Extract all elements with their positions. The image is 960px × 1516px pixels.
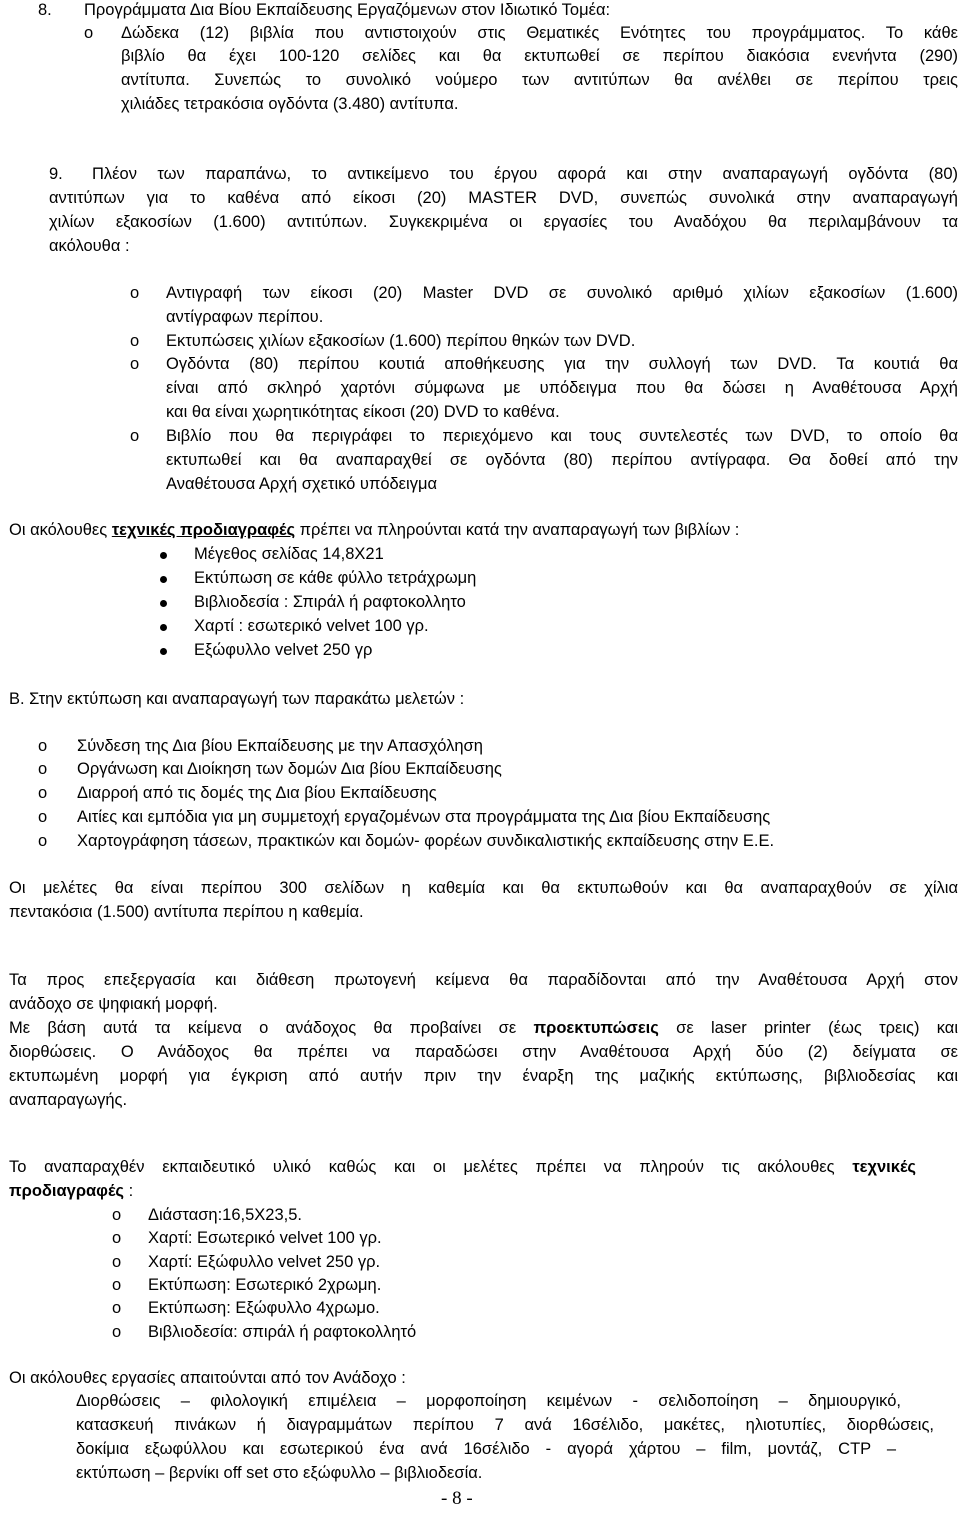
item-9-number: 9. <box>49 165 63 183</box>
specs-material-item: Εκτύπωση: Εξώφυλλο 4χρωμο. <box>148 1299 380 1317</box>
item-8-line: αντίτυπα. Συνεπώς το συνολικό νούμερο των αντιτύπων θα ανέλθει σε περίπου τρεις <box>121 71 958 89</box>
proofs-highlight: προεκτυπώσεις <box>533 1019 659 1037</box>
bullet-marker: o <box>38 784 48 802</box>
bullet-marker: o <box>130 427 140 445</box>
specs-books-highlight: τεχνικές προδιαγραφές <box>111 521 296 539</box>
delivery-line: εκτυπωμένη μορφή για έγκριση από αυτήν πριν την έναρξη της μαζικής εκτύπωσης, βιβλιοδεσίας και <box>9 1067 958 1085</box>
item-9-line: Πλέον των παραπάνω, το αντικείμενο του έργου αφορά και στην αναπαραγωγή ογδόντα (80) <box>92 165 958 183</box>
item-9-bullet-line: είναι από σκληρό χαρτόνι σύμφωνα με υπόδειγμα που θα δώσει η Αναθέτουσα Αρχή <box>166 379 958 397</box>
item-9-bullet-line: Εκτυπώσεις χιλίων εξακοσίων (1.600) περίπου θηκών των DVD. <box>166 332 636 350</box>
specs-material-item: Χαρτί: Εξώφυλλο velvet 250 γρ. <box>148 1253 381 1271</box>
item-8-line: βιβλίο θα έχει 100-120 σελίδες και θα εκτυπωθεί σε περίπου διακόσια ενενήντα (290) <box>121 47 958 65</box>
specs-material-intro: προδιαγραφές : <box>9 1182 134 1200</box>
bullet-marker: o <box>112 1276 122 1294</box>
specs-material-item: Χαρτί: Εσωτερικό velvet 100 γρ. <box>148 1229 382 1247</box>
bullet-marker: o <box>130 284 140 302</box>
works-line: Διορθώσεις – φιλολογική επιμέλεια – μορφοποίηση κειμένων - σελιδοποίηση – δημιουργικό, <box>76 1392 901 1410</box>
bullet-dot <box>160 552 167 559</box>
specs-material-highlight: τεχνικές <box>852 1158 916 1176</box>
item-9-bullet-line: αντίγραφων περίπου. <box>166 308 324 326</box>
page-number: - 8 - <box>441 1488 473 1509</box>
delivery-line: Με βάση αυτά τα κείμενα ο ανάδοχος θα προβαίνει σε προεκτυπώσεις σε laser printer (έως τρεις) και <box>9 1019 958 1037</box>
bullet-marker: o <box>130 332 140 350</box>
study-item: Σύνδεση της Δια βίου Εκπαίδευσης με την Απασχόληση <box>77 737 483 755</box>
bullet-marker: o <box>112 1206 122 1224</box>
bullet-marker: o <box>38 808 48 826</box>
bullet-dot <box>160 624 167 631</box>
bullet-marker: o <box>112 1323 122 1341</box>
study-item: Διαρροή από τις δομές της Δια βίου Εκπαίδευσης <box>77 784 437 802</box>
item-8-line: χιλιάδες τετρακόσια ογδόντα (3.480) αντίτυπα. <box>121 95 459 113</box>
specs-books-item: Μέγεθος σελίδας 14,8Χ21 <box>194 545 384 563</box>
bullet-dot <box>160 648 167 655</box>
bullet-marker: o <box>84 24 94 42</box>
specs-material-item: Διάσταση:16,5Χ23,5. <box>148 1206 302 1224</box>
works-line: δοκίμια εξωφύλλου και εσωτερικού ένα ανά 16σέλιδο - αγορά χάρτου – film, μοντάζ, CTP – <box>76 1440 896 1458</box>
delivery-line: αναπαραγωγής. <box>9 1091 128 1109</box>
delivery-line: Τα προς επεξεργασία και διάθεση πρωτογενή κείμενα θα παραδίδονται από την Αναθέτουσα Αρχή στον <box>9 971 958 989</box>
item-9-bullet-line: και θα είναι χωρητικότητας είκοσι (20) DVD το καθένα. <box>166 403 560 421</box>
study-item: Αιτίες και εμπόδια για μη συμμετοχή εργαζομένων στα προγράμματα της Δια βίου Εκπαίδευσης <box>77 808 771 826</box>
specs-books-intro: Οι ακόλουθες τεχνικές προδιαγραφές πρέπει να πληρούνται κατά την αναπαραγωγή των βιβλίων : <box>9 521 740 539</box>
works-heading: Οι ακόλουθες εργασίες απαιτούνται από τον Ανάδοχο : <box>9 1369 406 1387</box>
bullet-dot <box>160 600 167 607</box>
specs-books-item: Εξώφυλλο velvet 250 γρ <box>194 641 373 659</box>
bullet-dot <box>160 576 167 583</box>
item-9-bullet-line: Αναθέτουσα Αρχή σχετικό υπόδειγμα <box>166 475 438 493</box>
delivery-line: ανάδοχο σε ψηφιακή μορφή. <box>9 995 218 1013</box>
bullet-marker: o <box>130 355 140 373</box>
bullet-marker: o <box>38 737 48 755</box>
specs-material-item: Βιβλιοδεσία: σπιράλ ή ραφτοκολλητό <box>148 1323 417 1341</box>
specs-books-item: Βιβλιοδεσία : Σπιράλ ή ραφτοκολλητο <box>194 593 466 611</box>
works-line: κατασκευή πινάκων ή διαγραμμάτων περίπου 7 ανά 16σέλιδο, μακέτες, ηλιοτυπίες, διορθώσεις, <box>76 1416 934 1434</box>
specs-material-highlight: προδιαγραφές <box>9 1182 125 1200</box>
item-8-title: Προγράμματα Δια Βίου Εκπαίδευσης Εργαζόμενων στον Ιδιωτικό Τομέα: <box>84 1 611 19</box>
bullet-marker: o <box>38 832 48 850</box>
item-9-bullet-line: Βιβλίο που θα περιγράφει το περιεχόμενο και τους συντελεστές των DVD, το οποίο θα <box>166 427 958 445</box>
studies-pages-line: πεντακόσια (1.500) αντίτυπα περίπου η καθεμία. <box>9 903 364 921</box>
delivery-line: διορθώσεις. Ο Ανάδοχος θα πρέπει να παραδώσει στην Αναθέτουσα Αρχή δύο (2) δείγματα σε <box>9 1043 958 1061</box>
specs-books-item: Εκτύπωση σε κάθε φύλλο τετράχρωμη <box>194 569 477 587</box>
specs-material-item: Εκτύπωση: Εσωτερικό 2χρωμη. <box>148 1276 382 1294</box>
item-9-line: χιλίων εξακοσίων (1.600) αντιτύπων. Συγκεκριμένα οι εργασίες του Αναδόχου θα περιλαμβάνουν τα <box>49 213 958 231</box>
study-item: Οργάνωση και Διοίκηση των δομών Δια βίου Εκπαίδευσης <box>77 760 502 778</box>
works-line: εκτύπωση – βερνίκι off set στο εξώφυλλο – βιβλιοδεσία. <box>76 1464 483 1482</box>
section-b-heading: Β. Στην εκτύπωση και αναπαραγωγή των παρακάτω μελετών : <box>9 690 465 708</box>
bullet-marker: o <box>38 760 48 778</box>
bullet-marker: o <box>112 1253 122 1271</box>
item-9-bullet-line: Ογδόντα (80) περίπου κουτιά αποθήκευσης για την συλλογή των DVD. Τα κουτιά θα <box>166 355 958 373</box>
item-9-bullet-line: εκτυπωθεί και θα αναπαραχθεί σε ογδόντα (80) περίπου αντίγραφα. Θα δοθεί από την <box>166 451 958 469</box>
item-8-number: 8. <box>38 1 52 19</box>
item-8-line: Δώδεκα (12) βιβλία που αντιστοιχούν στις Θεματικές Ενότητες του προγράμματος. Το κάθε <box>121 24 958 42</box>
specs-books-item: Χαρτί : εσωτερικό velvet 100 γρ. <box>194 617 429 635</box>
studies-pages-line: Οι μελέτες θα είναι περίπου 300 σελίδων η καθεμία και θα εκτυπωθούν και θα αναπαραχθούν σε χίλια <box>9 879 958 897</box>
bullet-marker: o <box>112 1299 122 1317</box>
study-item: Χαρτογράφηση τάσεων, πρακτικών και δομών- φορέων συνδικαλιστικής εκπαίδευσης στην Ε.Ε. <box>77 832 775 850</box>
bullet-marker: o <box>112 1229 122 1247</box>
specs-material-intro: Το αναπαραχθέν εκπαιδευτικό υλικό καθώς και οι μελέτες πρέπει να πληρούν τις ακόλουθες τεχνικές <box>9 1158 916 1176</box>
item-9-line: αντιτύπων για το καθένα από είκοσι (20) MASTER DVD, συνεπώς συνολικά στην αναπαραγωγή <box>49 189 958 207</box>
item-9-bullet-line: Αντιγραφή των είκοσι (20) Master DVD σε συνολικό αριθμό χιλίων εξακοσίων (1.600) <box>166 284 958 302</box>
item-9-line: ακόλουθα : <box>49 237 130 255</box>
